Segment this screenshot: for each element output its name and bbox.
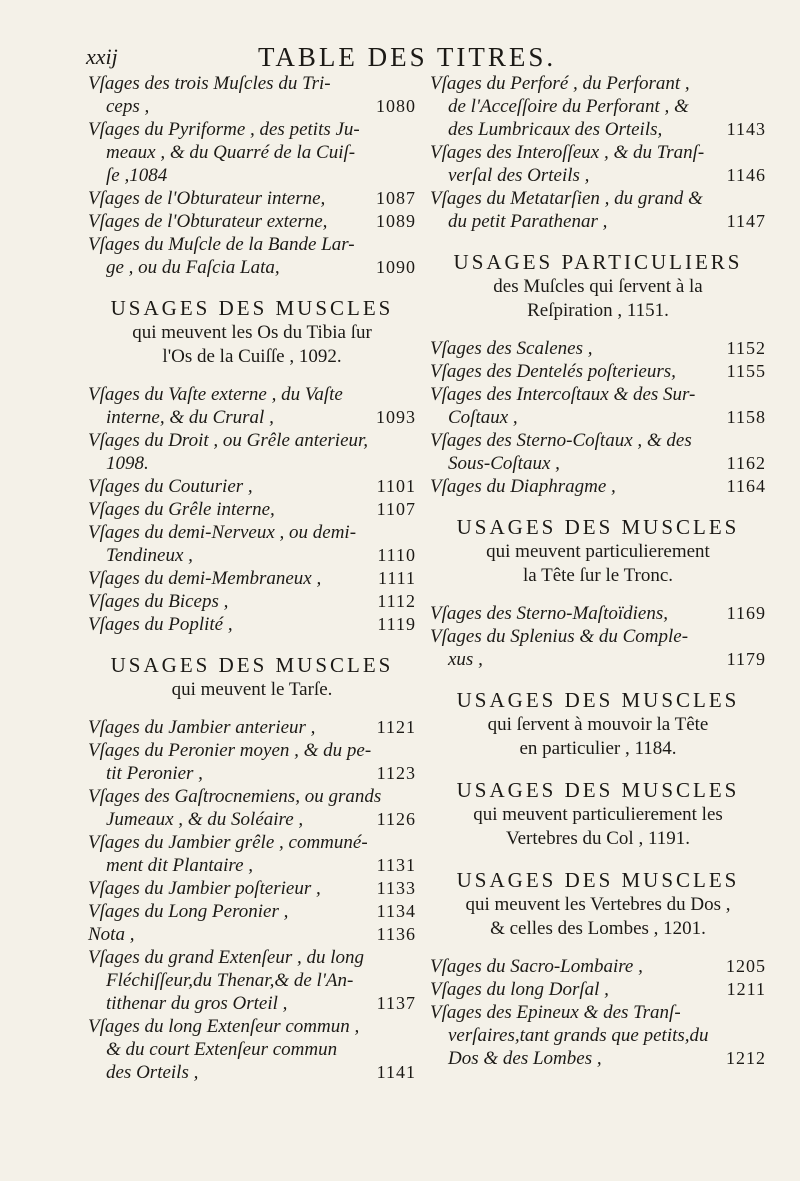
entry-text: Vſages des Dentelés poſterieurs,	[430, 361, 676, 382]
page-reference: 1093	[376, 407, 416, 427]
page-reference: 1080	[376, 96, 416, 116]
page-reference: 1087	[376, 188, 416, 208]
entry-text: Vſages du Vaſte externe , du Vaſte	[88, 384, 343, 405]
section-heading	[88, 652, 416, 702]
entry-text: Sous-Coſtaux ,	[448, 453, 560, 474]
toc-entry	[430, 383, 766, 429]
toc-entry	[88, 118, 416, 187]
section-description: qui ſervent à mouvoir la Tête	[487, 714, 709, 735]
page-reference: 1089	[376, 211, 416, 231]
section-description: en particulier , 1184.	[519, 738, 677, 759]
toc-entry	[430, 625, 766, 671]
section-title: USAGES DES MUSCLES	[110, 653, 394, 677]
entry-text: Vſages du Metatarſien , du grand &	[430, 188, 703, 209]
section-heading	[430, 687, 766, 761]
entry-text: Vſages des Sterno-Maſtoïdiens,	[430, 603, 668, 624]
entry-text: Coſtaux ,	[448, 407, 518, 428]
entry-text: des Orteils ,	[106, 1062, 199, 1083]
entry-text: Vſages du Jambier anterieur ,	[88, 717, 316, 738]
page-reference: 1141	[376, 1062, 416, 1082]
entry-text: Vſages des Intercoſtaux & des Sur-	[430, 384, 696, 405]
section-description: qui meuvent les Vertebres du Dos ,	[465, 894, 731, 915]
entry-text: Nota ,	[88, 924, 135, 945]
toc-entry	[430, 978, 766, 1001]
page-header	[86, 42, 766, 74]
toc-entry	[430, 1001, 766, 1070]
section-description: qui meuvent le Tarſe.	[171, 679, 333, 700]
page-reference: 1123	[376, 763, 416, 783]
entry-text: Vſages du Long Peronier ,	[88, 901, 289, 922]
entry-text: ment dit Plantaire ,	[106, 855, 254, 876]
entry-text: Vſages du Splenius & du Comple-	[430, 626, 689, 647]
entry-text: Vſages des Epineux & des Tranſ-	[430, 1002, 681, 1023]
entry-text: tithenar du gros Orteil ,	[106, 993, 288, 1014]
toc-entry	[88, 716, 416, 739]
page-reference: 1134	[376, 901, 416, 921]
toc-entry	[430, 187, 766, 233]
section-heading	[430, 249, 766, 323]
entry-text: Vſages du Poplité ,	[88, 614, 233, 635]
toc-entry	[88, 900, 416, 923]
page-reference: 1112	[377, 591, 416, 611]
page-title: TABLE DES TITRES.	[258, 42, 557, 72]
entry-text: Vſages du Sacro-Lombaire ,	[430, 956, 643, 977]
page-reference: 1146	[726, 165, 766, 185]
toc-entry	[88, 739, 416, 785]
section-description: qui meuvent particulierement	[486, 541, 710, 562]
entry-text: ge , ou du Faſcia Lata,	[106, 257, 280, 278]
toc-entry	[88, 187, 416, 210]
page-reference: 1133	[376, 878, 416, 898]
entry-text: ceps ,	[106, 96, 150, 117]
entry-text: ſe ,1084	[106, 165, 168, 186]
entry-text: des Lumbricaux des Orteils,	[448, 119, 663, 140]
section-heading	[430, 777, 766, 851]
entry-text: Vſages de l'Obturateur interne,	[88, 188, 326, 209]
section-heading	[430, 514, 766, 588]
entry-text: Vſages du Couturier ,	[88, 476, 253, 497]
entry-text: Vſages du long Dorſal ,	[430, 979, 609, 1000]
entry-text: Vſages du Perforé , du Perforant ,	[430, 73, 690, 94]
section-description: Vertebres du Col , 1191.	[506, 828, 690, 849]
section-description: qui meuvent les Os du Tibia ſur	[132, 322, 372, 343]
toc-entry	[430, 955, 766, 978]
toc-entry	[88, 498, 416, 521]
entry-text: & du court Extenſeur commun	[106, 1039, 338, 1060]
entry-text: Vſages des Sterno-Coſtaux , & des	[430, 430, 692, 451]
entry-text: interne, & du Crural ,	[106, 407, 274, 428]
page-reference: 1137	[376, 993, 416, 1013]
toc-entry	[430, 602, 766, 625]
section-title: USAGES DES MUSCLES	[456, 688, 740, 712]
toc-entry	[88, 923, 416, 946]
page-reference: 1110	[377, 545, 416, 565]
entry-text: de l'Acceſſoire du Perforant , &	[448, 96, 689, 117]
section-description: & celles des Lombes , 1201.	[490, 918, 706, 939]
entry-text: meaux , & du Quarré de la Cuiſ-	[106, 142, 356, 163]
toc-entry	[88, 233, 416, 279]
toc-entry	[88, 475, 416, 498]
toc-entry	[88, 210, 416, 233]
page-reference: 1143	[726, 119, 766, 139]
section-title: USAGES PARTICULIERS	[453, 250, 743, 274]
section-description: des Muſcles qui ſervent à la	[493, 276, 703, 297]
toc-entry	[88, 567, 416, 590]
entry-text: Vſages des Gaſtrocnemiens, ou grands	[88, 786, 382, 807]
page-reference: 1107	[376, 499, 416, 519]
entry-text: tit Peronier ,	[106, 763, 203, 784]
section-description: qui meuvent particulierement les	[473, 804, 723, 825]
page-reference: 1205	[726, 956, 766, 976]
page-reference: 1211	[726, 979, 766, 999]
page-reference: 1169	[726, 603, 766, 623]
entry-text: Vſages des Scalenes ,	[430, 338, 593, 359]
toc-entry	[430, 72, 766, 141]
entry-text: Tendineux ,	[106, 545, 193, 566]
entry-text: Vſages du Muſcle de la Bande Lar-	[88, 234, 355, 255]
toc-entry	[88, 590, 416, 613]
entry-text: Jumeaux , & du Soléaire ,	[106, 809, 304, 830]
section-title: USAGES DES MUSCLES	[456, 515, 740, 539]
section-description: Reſpiration , 1151.	[527, 300, 669, 321]
page-number: xxij	[86, 44, 118, 69]
toc-entry	[88, 429, 416, 475]
right-column	[430, 72, 766, 1070]
page-reference: 1164	[726, 476, 766, 496]
entry-text: du petit Parathenar ,	[448, 211, 608, 232]
page-reference: 1121	[376, 717, 416, 737]
page-reference: 1119	[377, 614, 416, 634]
entry-text: Vſages du Diaphragme ,	[430, 476, 616, 497]
page-reference: 1136	[376, 924, 416, 944]
toc-entry	[430, 429, 766, 475]
toc-entry	[430, 475, 766, 498]
section-heading	[430, 867, 766, 941]
section-title: USAGES DES MUSCLES	[456, 778, 740, 802]
page-reference: 1152	[726, 338, 766, 358]
entry-text: Vſages du Pyriforme , des petits Ju-	[88, 119, 360, 140]
toc-entry	[88, 831, 416, 877]
entry-text: Vſages du long Extenſeur commun ,	[88, 1016, 360, 1037]
page-reference: 1126	[376, 809, 416, 829]
page-reference: 1162	[726, 453, 766, 473]
page-reference: 1111	[378, 568, 416, 588]
section-description: l'Os de la Cuiſſe , 1092.	[162, 346, 342, 367]
entry-text: Fléchiſſeur,du Thenar,& de l'An-	[106, 970, 354, 991]
toc-entry	[88, 1015, 416, 1084]
entry-text: 1098.	[106, 453, 149, 474]
entry-text: Vſages du Droit , ou Grêle anterieur,	[88, 430, 369, 451]
toc-entry	[88, 946, 416, 1015]
section-title: USAGES DES MUSCLES	[110, 296, 394, 320]
toc-entry	[88, 521, 416, 567]
left-column	[88, 72, 416, 1084]
page-reference: 1212	[726, 1048, 766, 1068]
entry-text: Dos & des Lombes ,	[448, 1048, 602, 1069]
toc-entry	[88, 785, 416, 831]
page-reference: 1158	[726, 407, 766, 427]
toc-entry	[88, 383, 416, 429]
entry-text: Vſages du Biceps ,	[88, 591, 229, 612]
page-reference: 1147	[726, 211, 766, 231]
entry-text: Vſages du Peronier moyen , & du pe-	[88, 740, 372, 761]
entry-text: Vſages du Grêle interne,	[88, 499, 275, 520]
entry-text: Vſages de l'Obturateur externe,	[88, 211, 328, 232]
toc-entry	[430, 337, 766, 360]
entry-text: xus ,	[448, 649, 483, 670]
entry-text: Vſages du Jambier grêle , communé-	[88, 832, 368, 853]
section-description: la Tête ſur le Tronc.	[522, 565, 674, 586]
page-reference: 1131	[376, 855, 416, 875]
page-reference: 1101	[376, 476, 416, 496]
entry-text: verſal des Orteils ,	[448, 165, 590, 186]
toc-entry	[88, 877, 416, 900]
entry-text: Vſages du Jambier poſterieur ,	[88, 878, 321, 899]
section-title: USAGES DES MUSCLES	[456, 868, 740, 892]
toc-entry	[88, 613, 416, 636]
entry-text: Vſages du demi-Nerveux , ou demi-	[88, 522, 357, 543]
page-reference: 1155	[726, 361, 766, 381]
toc-entry	[430, 360, 766, 383]
section-heading	[88, 295, 416, 369]
entry-text: Vſages du grand Extenſeur , du long	[88, 947, 364, 968]
toc-entry	[430, 141, 766, 187]
toc-entry	[88, 72, 416, 118]
entry-text: Vſages des Interoſſeux , & du Tranſ-	[430, 142, 705, 163]
entry-text: Vſages du demi-Membraneux ,	[88, 568, 322, 589]
entry-text: verſaires,tant grands que petits,du	[448, 1025, 709, 1046]
page-reference: 1090	[376, 257, 416, 277]
page-reference: 1179	[726, 649, 766, 669]
entry-text: Vſages des trois Muſcles du Tri-	[88, 73, 331, 94]
